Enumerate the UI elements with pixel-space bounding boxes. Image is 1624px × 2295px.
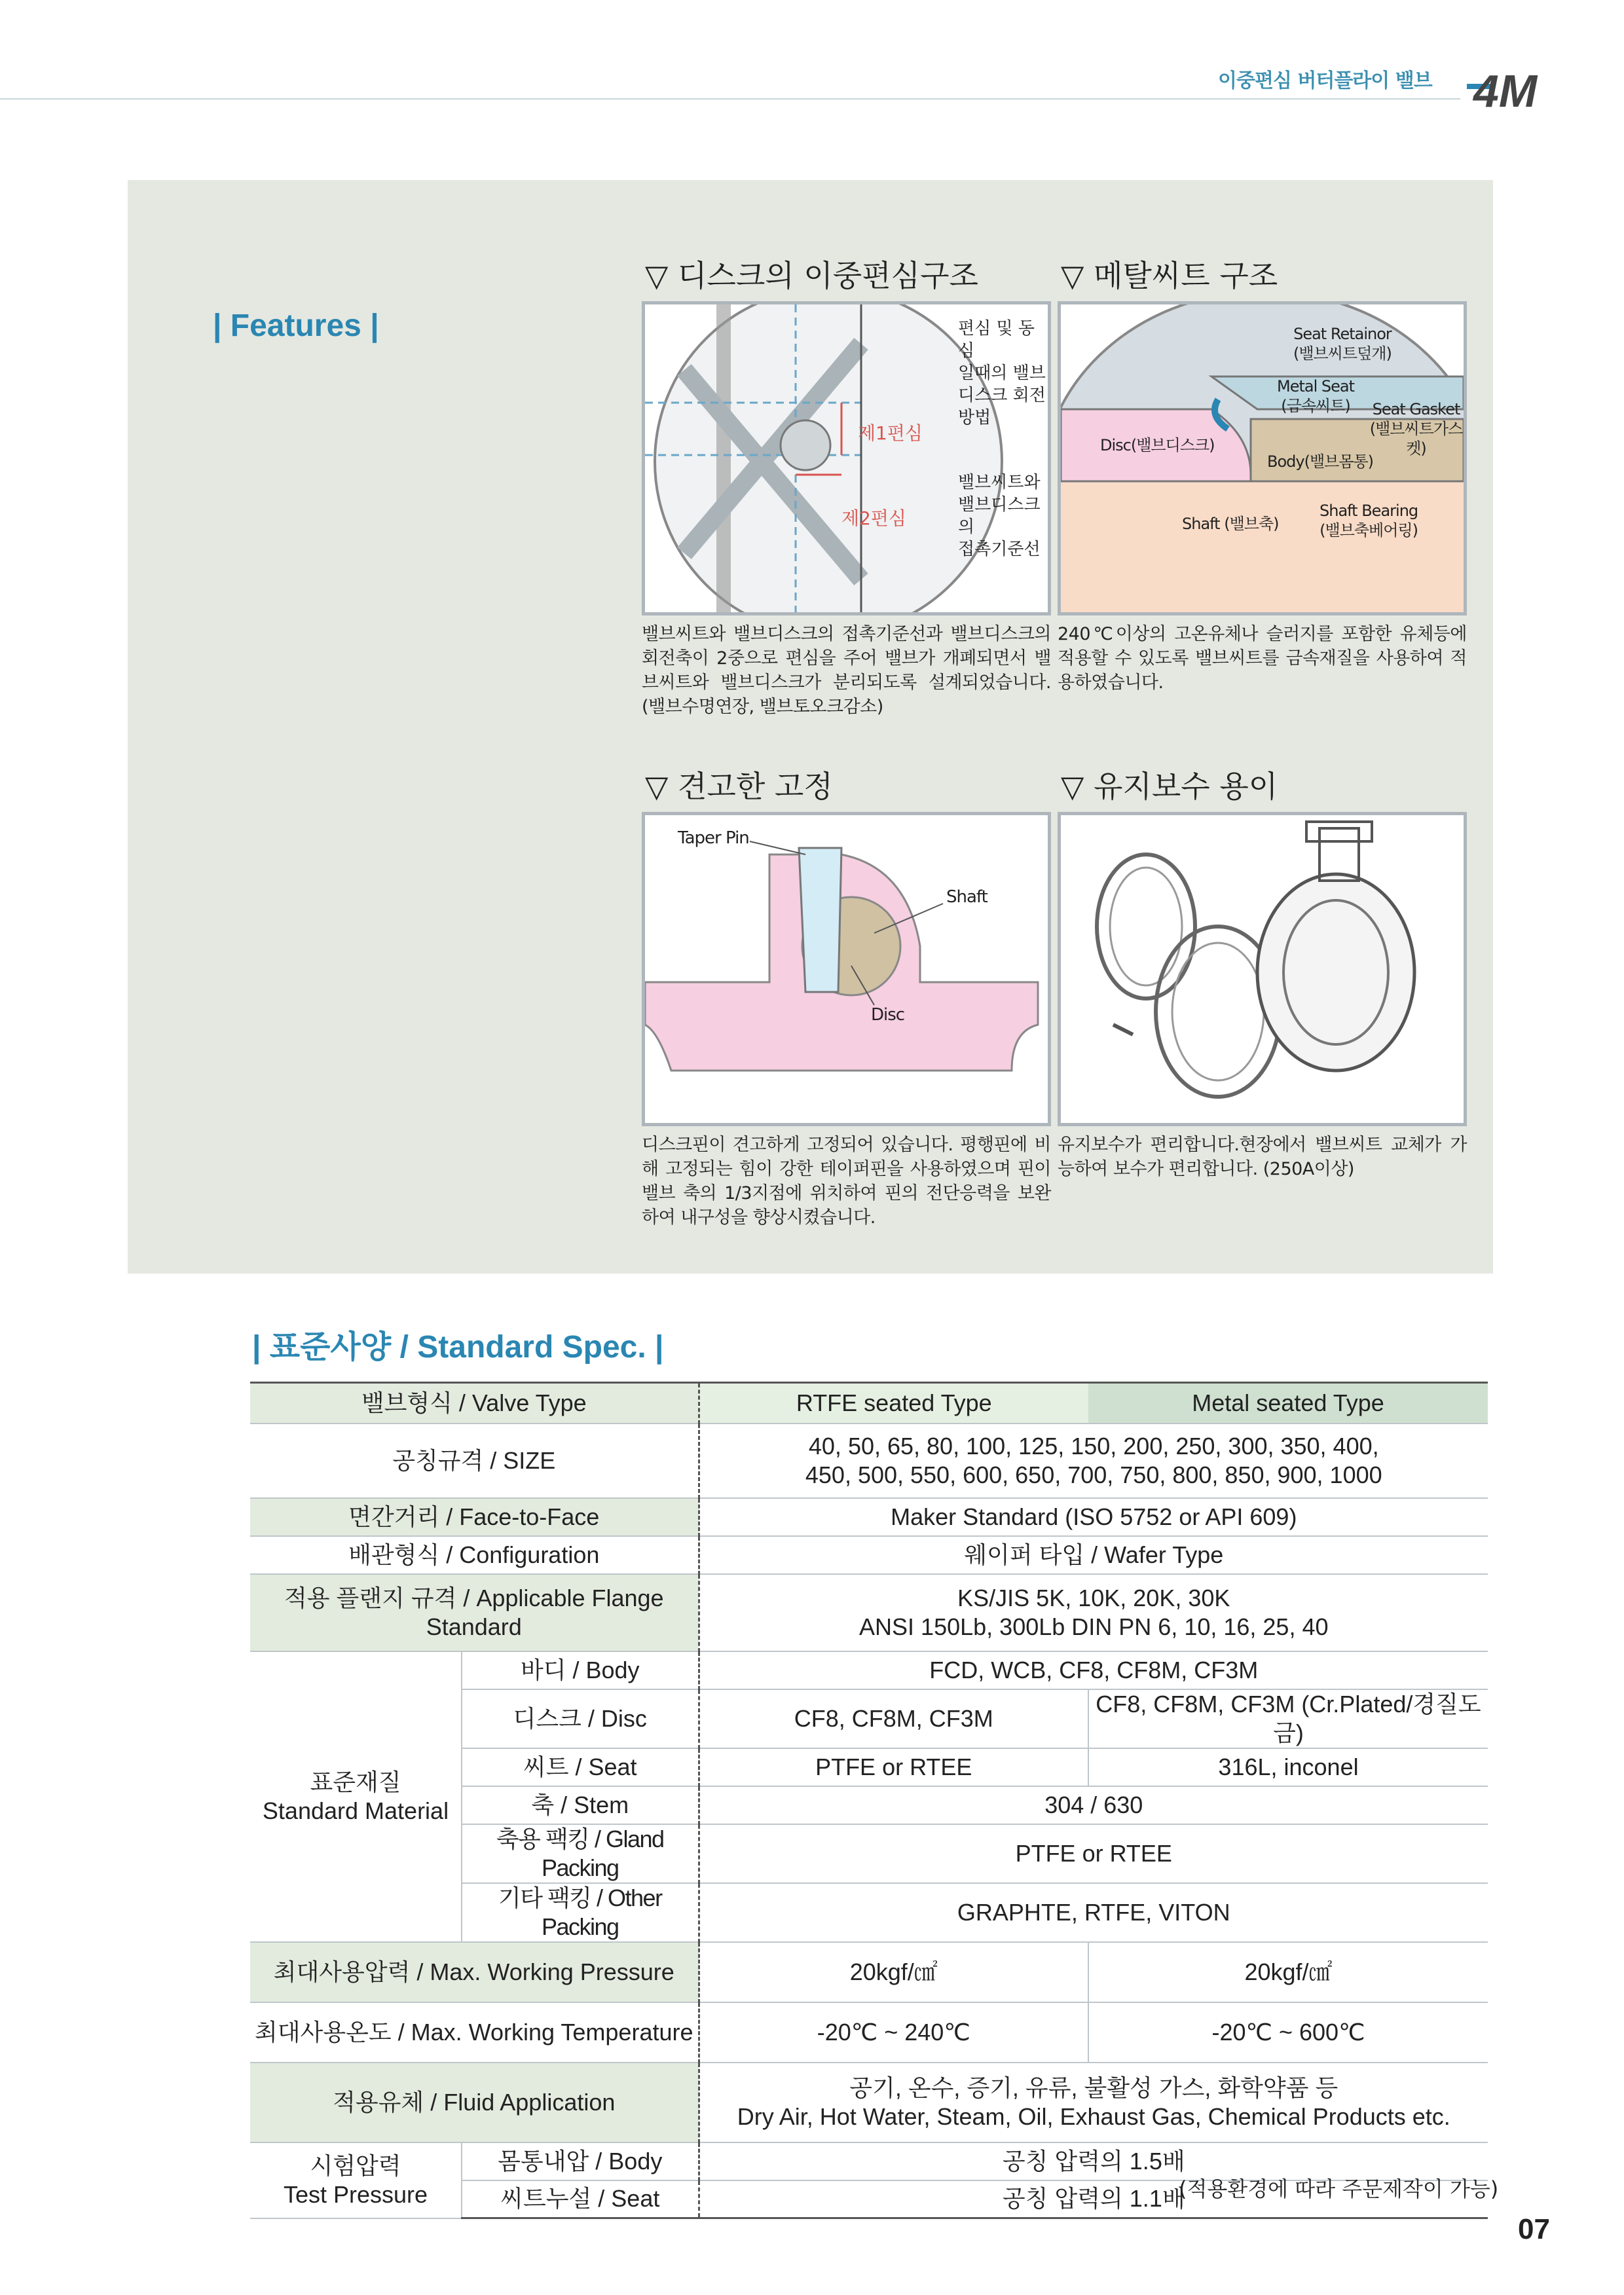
table-row bbox=[250, 1574, 1488, 1651]
feature-desc-double-offset: 밸브씨트와 밸브디스크의 접촉기준선과 밸브디스크의 회전축이 2중으로 편심을 주어 밸브가 개폐되면서 밸브씨트와 밸브디스크가 분리되도록 설계되었습니다.(밸브수명연장, 밸브토오크감소) bbox=[642, 624, 1051, 717]
disc-rtfe-value: CF8, CF8M, CF3M bbox=[699, 1689, 1088, 1748]
temperature-metal-value: -20℃ ~ 600℃ bbox=[1088, 2002, 1488, 2063]
stem-label: 축 / Stem bbox=[462, 1786, 699, 1824]
fluid-value: 공기, 온수, 증기, 유류, 불활성 가스, 화학약품 등 Dry Air, Hot Water, Steam, Oil, Exhaust Gas, Chemical Products etc. bbox=[699, 2063, 1488, 2142]
test-body-label: 몸통내압 / Body bbox=[462, 2142, 699, 2180]
temperature-label: 최대사용온도 / Max. Working Temperature bbox=[250, 2002, 699, 2063]
label-rotation-method: 편심 및 동심 일때의 밸브 디스크 회전 방법 bbox=[958, 319, 1046, 428]
label-seat-retainor: Seat Retainor (밸브씨트덮개) bbox=[1293, 325, 1392, 363]
table-row bbox=[250, 1423, 1488, 1498]
double-offset-diagram bbox=[642, 301, 1051, 615]
exploded-valve-illustration bbox=[1061, 815, 1464, 1123]
label-disc: Disc bbox=[871, 1005, 905, 1025]
disc-metal-value: CF8, CF8M, CF3M (Cr.Plated/경질도금) bbox=[1088, 1689, 1488, 1748]
flange-value: KS/JIS 5K, 10K, 20K, 30K ANSI 150Lb, 300Lb DIN PN 6, 10, 16, 25, 40 bbox=[699, 1574, 1488, 1651]
feature-desc-maintenance: 유지보수가 편리합니다.현장에서 밸브씨트 교체가 가능하여 보수가 편리합니다. (250A이상) bbox=[1058, 1135, 1467, 1179]
disc-label: 디스크 / Disc bbox=[462, 1689, 699, 1748]
label-disc: Disc(밸브디스크) bbox=[1100, 436, 1215, 454]
other-packing-label: 기타 팩킹 / Other Packing bbox=[462, 1883, 699, 1942]
feature-heading-firm-fixing: ▽ 견고한 고정 bbox=[645, 769, 833, 804]
label-shaft: Shaft (밸브축) bbox=[1182, 515, 1279, 533]
table-row bbox=[250, 1651, 1488, 1689]
pressure-rtfe-value: 20kgf/㎠ bbox=[699, 1942, 1088, 2002]
face-value: Maker Standard (ISO 5752 or API 609) bbox=[699, 1498, 1488, 1536]
other-packing-value: GRAPHTE, RTFE, VITON bbox=[699, 1883, 1488, 1942]
label-taper-pin: Taper Pin bbox=[678, 828, 749, 848]
gland-packing-label: 축용 팩킹 / Gland Packing bbox=[462, 1824, 699, 1883]
label-first-offset: 제1편심 bbox=[858, 422, 923, 444]
pressure-metal-value: 20kgf/㎠ bbox=[1088, 1942, 1488, 2002]
taper-pin-illustration bbox=[645, 815, 1048, 1123]
seat-rtfe-value: PTFE or RTEE bbox=[699, 1748, 1088, 1786]
svg-text:4M: 4M bbox=[1473, 65, 1538, 117]
test-body-value: 공칭 압력의 1.5배 bbox=[699, 2142, 1488, 2180]
metal-type-header: Metal seated Type bbox=[1088, 1383, 1488, 1423]
label-contact-line: 밸브씨트와 밸브디스크의 접촉기준선 bbox=[958, 473, 1041, 559]
temperature-rtfe-value: -20℃ ~ 240℃ bbox=[699, 2002, 1088, 2063]
pressure-label: 최대사용압력 / Max. Working Pressure bbox=[250, 1942, 699, 2002]
table-row bbox=[250, 1383, 1488, 1423]
table-row bbox=[250, 1942, 1488, 2002]
table-row bbox=[250, 2002, 1488, 2063]
test-pressure-label: 시험압력 Test Pressure bbox=[250, 2142, 462, 2218]
spec-note: (적용환경에 따라 주문제작이 가능) bbox=[1179, 2176, 1499, 2201]
spec-table bbox=[250, 1382, 1488, 2219]
face-label: 면간거리 / Face-to-Face bbox=[250, 1498, 699, 1536]
table-row bbox=[250, 2063, 1488, 2142]
gland-packing-value: PTFE or RTEE bbox=[699, 1824, 1488, 1883]
feature-desc-firm-fixing: 디스크핀이 견고하게 고정되어 있습니다. 평행핀에 비해 고정되는 힘이 강한 테이퍼핀을 사용하였으며 핀이 밸브 축의 1/3지점에 위치하여 핀의 전단응력을 보완하여 내구성을 향상시켰습니다. bbox=[642, 1135, 1051, 1228]
valve-type-label: 밸브형식 / Valve Type bbox=[250, 1383, 699, 1423]
label-metal-seat: Metal Seat (금속씨트) bbox=[1277, 377, 1355, 415]
features-title: | Features | bbox=[213, 308, 379, 343]
label-shaft-bearing: Shaft Bearing (밸브축베어링) bbox=[1320, 502, 1418, 540]
label-second-offset: 제2편심 bbox=[841, 507, 906, 529]
maintenance-diagram bbox=[1058, 812, 1467, 1126]
feature-heading-double-offset: ▽ 디스크의 이중편심구조 bbox=[645, 258, 978, 293]
header-rule bbox=[0, 98, 1460, 100]
config-value: 웨이퍼 타입 / Wafer Type bbox=[699, 1536, 1488, 1574]
body-label: 바디 / Body bbox=[462, 1651, 699, 1689]
fluid-label: 적용유체 / Fluid Application bbox=[250, 2063, 699, 2142]
page-number: 07 bbox=[1518, 2213, 1550, 2245]
seat-label: 씨트 / Seat bbox=[462, 1748, 699, 1786]
rtfe-type-header: RTFE seated Type bbox=[699, 1383, 1088, 1423]
stem-value: 304 / 630 bbox=[699, 1786, 1488, 1824]
feature-heading-maintenance: ▽ 유지보수 용이 bbox=[1061, 769, 1278, 804]
header-title: 이중편심 버터플라이 밸브 bbox=[1218, 69, 1432, 92]
company-logo bbox=[1467, 58, 1539, 117]
test-seat-label: 씨트누설 / Seat bbox=[462, 2180, 699, 2218]
metal-seat-diagram bbox=[1058, 301, 1467, 615]
flange-label: 적용 플랜지 규격 / Applicable Flange Standard bbox=[250, 1574, 699, 1651]
body-value: FCD, WCB, CF8, CF8M, CF3M bbox=[699, 1651, 1488, 1689]
metal-seat-illustration bbox=[1061, 304, 1464, 612]
taper-pin-diagram bbox=[642, 812, 1051, 1126]
table-row bbox=[250, 1498, 1488, 1536]
table-row bbox=[250, 1536, 1488, 1574]
size-label: 공칭규격 / SIZE bbox=[250, 1423, 699, 1498]
label-shaft: Shaft bbox=[946, 887, 987, 907]
feature-desc-metal-seat: 240℃이상의 고온유체나 슬러지를 포함한 유체등에 적용할 수 있도록 밸브씨트를 금속재질을 사용하여 적용하였습니다. bbox=[1058, 624, 1467, 693]
seat-metal-value: 316L, inconel bbox=[1088, 1748, 1488, 1786]
size-value: 40, 50, 65, 80, 100, 125, 150, 200, 250, 300, 350, 400, 450, 500, 550, 600, 650, 700, 750, 800, 850, 900, 1000 bbox=[699, 1423, 1488, 1498]
spec-title: | 표준사양 / Standard Spec. | bbox=[252, 1330, 664, 1365]
label-seat-gasket: Seat Gasket (밸브씨트가스켓) bbox=[1369, 400, 1463, 458]
config-label: 배관형식 / Configuration bbox=[250, 1536, 699, 1574]
material-label: 표준재질 Standard Material bbox=[250, 1651, 462, 1942]
feature-heading-metal-seat: ▽ 메탈씨트 구조 bbox=[1061, 258, 1278, 293]
label-body: Body(밸브몸통) bbox=[1267, 452, 1374, 471]
test-seat-value: 공칭 압력의 1.1배 bbox=[699, 2180, 1488, 2218]
